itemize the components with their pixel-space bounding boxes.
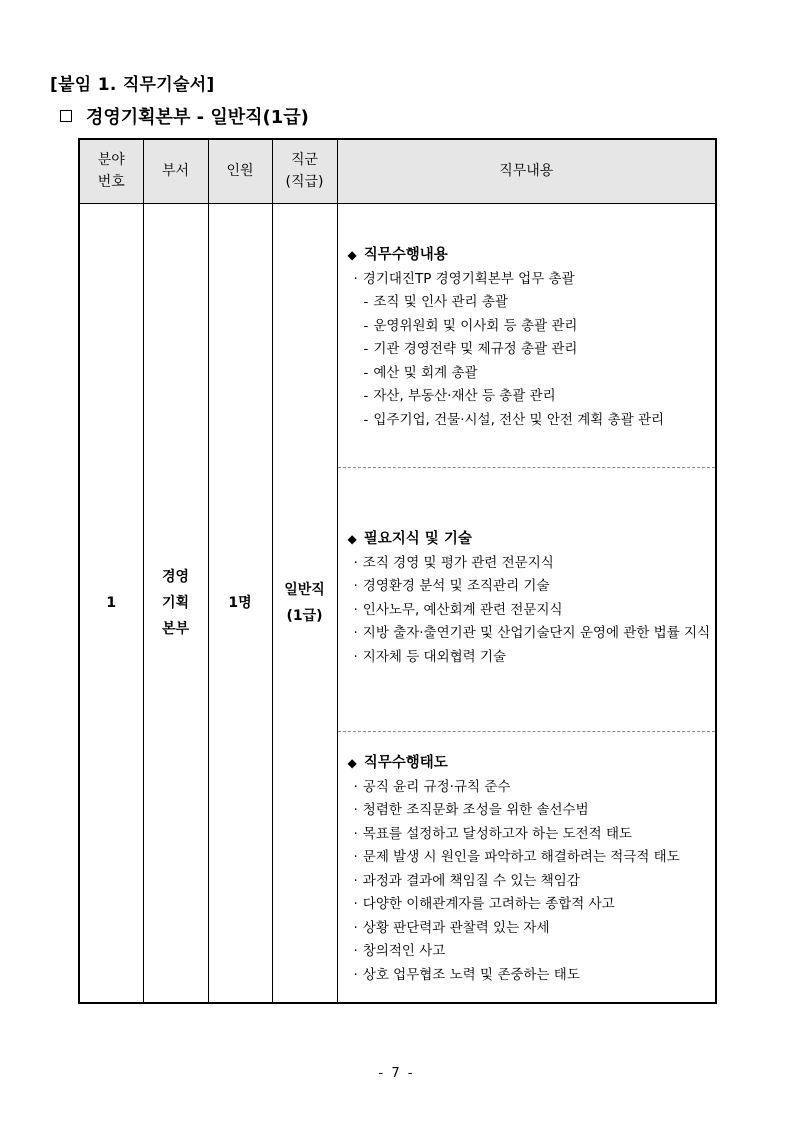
header-job-grade: [272, 139, 337, 203]
list-item: [348, 917, 716, 941]
list-bullet: ·: [353, 648, 358, 665]
list-item-text: 창의적인 사고: [362, 943, 446, 959]
attachment-title: [붙임 1. 직무기술서]: [50, 75, 215, 95]
list-item-text: 공직 윤리 규정·규칙 준수: [362, 778, 511, 795]
duty-content-cell: [337, 203, 716, 1003]
list-bullet: ·: [353, 825, 358, 842]
list-item: [348, 964, 716, 988]
list-item: [348, 385, 716, 409]
department-line: 본부: [161, 620, 190, 637]
list-item: [348, 646, 716, 670]
list-item: [348, 870, 716, 894]
list-item: [348, 599, 716, 623]
duty-block-tasks: [338, 204, 716, 468]
list-bullet: ·: [353, 872, 358, 889]
list-item-text: 상황 판단력과 관찰력 있는 자세: [362, 919, 550, 936]
header-field-number-line1: 분야: [97, 152, 125, 169]
block-heading: [348, 528, 716, 550]
table-row: [79, 203, 716, 1003]
header-duty-content: 직무내용: [337, 139, 716, 203]
block-heading: [348, 752, 716, 774]
list-bullet: -: [363, 411, 369, 428]
list-item-text: 과정과 결과에 책임질 수 있는 책임감: [362, 872, 580, 889]
duty-block-knowledge: [338, 468, 716, 732]
field-number-cell: 1: [79, 203, 143, 1003]
list-item: [348, 409, 716, 433]
page-number: - 7 -: [378, 1066, 415, 1081]
block-heading-text: 직무수행태도: [363, 754, 448, 771]
list-bullet: -: [363, 341, 369, 357]
list-item: [348, 338, 716, 362]
job-description-table: [78, 138, 717, 1004]
diamond-bullet-icon: ◆: [347, 247, 357, 262]
list-item: [348, 622, 716, 646]
diamond-bullet-icon: ◆: [347, 755, 357, 770]
list-item: [348, 893, 716, 917]
list-bullet: ·: [353, 601, 358, 618]
department-line: 기획: [161, 594, 190, 611]
list-item-text: 다양한 이해관계자를 고려하는 종합적 사고: [362, 896, 615, 912]
list-item-text: 자산, 부동산·재산 등 총괄 관리: [373, 388, 556, 404]
list-item-text: 지자체 등 대외협력 기술: [362, 648, 507, 665]
list-item-text: 상호 업무협조 노력 및 존중하는 태도: [362, 966, 580, 983]
list-item: [348, 776, 716, 800]
list-bullet: ·: [353, 966, 358, 983]
list-item-text: 경기대진TP 경영기획본부 업무 총괄: [362, 270, 575, 287]
list-item: [348, 823, 716, 847]
list-item: [348, 940, 716, 964]
list-item: [348, 268, 716, 292]
table-header-row: [79, 139, 716, 203]
job-grade-cell: [272, 203, 337, 1003]
list-item: [348, 315, 716, 339]
list-bullet: -: [363, 317, 369, 334]
list-item-text: 청렴한 조직문화 조성을 위한 솔선수범: [362, 802, 589, 818]
list-item: [348, 799, 716, 823]
list-bullet: ·: [353, 802, 358, 818]
list-item: [348, 362, 716, 386]
list-item: [348, 846, 716, 870]
list-bullet: ·: [353, 896, 358, 912]
diamond-bullet-icon: ◆: [347, 531, 357, 546]
list-item-text: 기관 경영전략 및 제규정 총괄 관리: [373, 341, 578, 357]
list-item-text: 운영위원회 및 이사회 등 총괄 관리: [373, 317, 578, 334]
list-item-text: 입주기업, 건물·시설, 전산 및 안전 계획 총괄 관리: [373, 411, 665, 428]
header-headcount: 인원: [208, 139, 272, 203]
block-heading-text: 직무수행내용: [363, 246, 448, 263]
list-bullet: -: [363, 294, 369, 310]
list-item-text: 조직 경영 및 평가 관련 전문지식: [362, 554, 554, 571]
list-item-text: 인사노무, 예산회계 관련 전문지식: [362, 601, 563, 618]
list-bullet: ·: [353, 849, 358, 865]
list-bullet: ·: [353, 625, 358, 641]
header-job-grade-line2: (직급): [285, 174, 324, 191]
department-line: 경영: [161, 568, 190, 585]
list-bullet: ·: [353, 943, 358, 959]
section-title-text: 경영기획본부 - 일반직(1급): [86, 107, 309, 128]
list-item-text: 조직 및 인사 관리 총괄: [373, 294, 508, 310]
section-title: [60, 103, 309, 129]
list-bullet: -: [363, 388, 369, 404]
header-field-number-line2: 번호: [97, 174, 125, 191]
header-job-grade-line1: 직군: [290, 152, 319, 169]
list-item-text: 지방 출자·출연기관 및 산업기술단지 운영에 관한 법률 지식: [362, 625, 711, 641]
list-bullet: ·: [353, 919, 358, 936]
header-department: 부서: [143, 139, 208, 203]
list-bullet: -: [363, 364, 369, 381]
department-cell: [143, 203, 208, 1003]
list-bullet: ·: [353, 554, 358, 571]
list-item-text: 문제 발생 시 원인을 파악하고 해결하려는 적극적 태도: [362, 849, 680, 865]
block-heading-text: 필요지식 및 기술: [363, 530, 472, 547]
list-item-text: 예산 및 회계 총괄: [373, 364, 478, 381]
duty-block-attitude: [338, 732, 716, 1002]
list-item-text: 경영환경 분석 및 조직관리 기술: [362, 578, 550, 594]
list-item: [348, 291, 716, 315]
list-bullet: ·: [353, 578, 358, 594]
list-bullet: ·: [353, 778, 358, 795]
job-grade-line: 일반직: [284, 581, 325, 598]
list-item: [348, 552, 716, 576]
headcount-cell: 1명: [208, 203, 272, 1003]
list-item: [348, 575, 716, 599]
job-grade-line: (1급): [286, 607, 323, 624]
block-heading: [348, 244, 716, 266]
list-bullet: ·: [353, 270, 358, 287]
header-field-number: [79, 139, 143, 203]
list-item-text: 목표를 설정하고 달성하고자 하는 도전적 태도: [362, 825, 633, 842]
checkbox-square-icon: [60, 110, 72, 122]
